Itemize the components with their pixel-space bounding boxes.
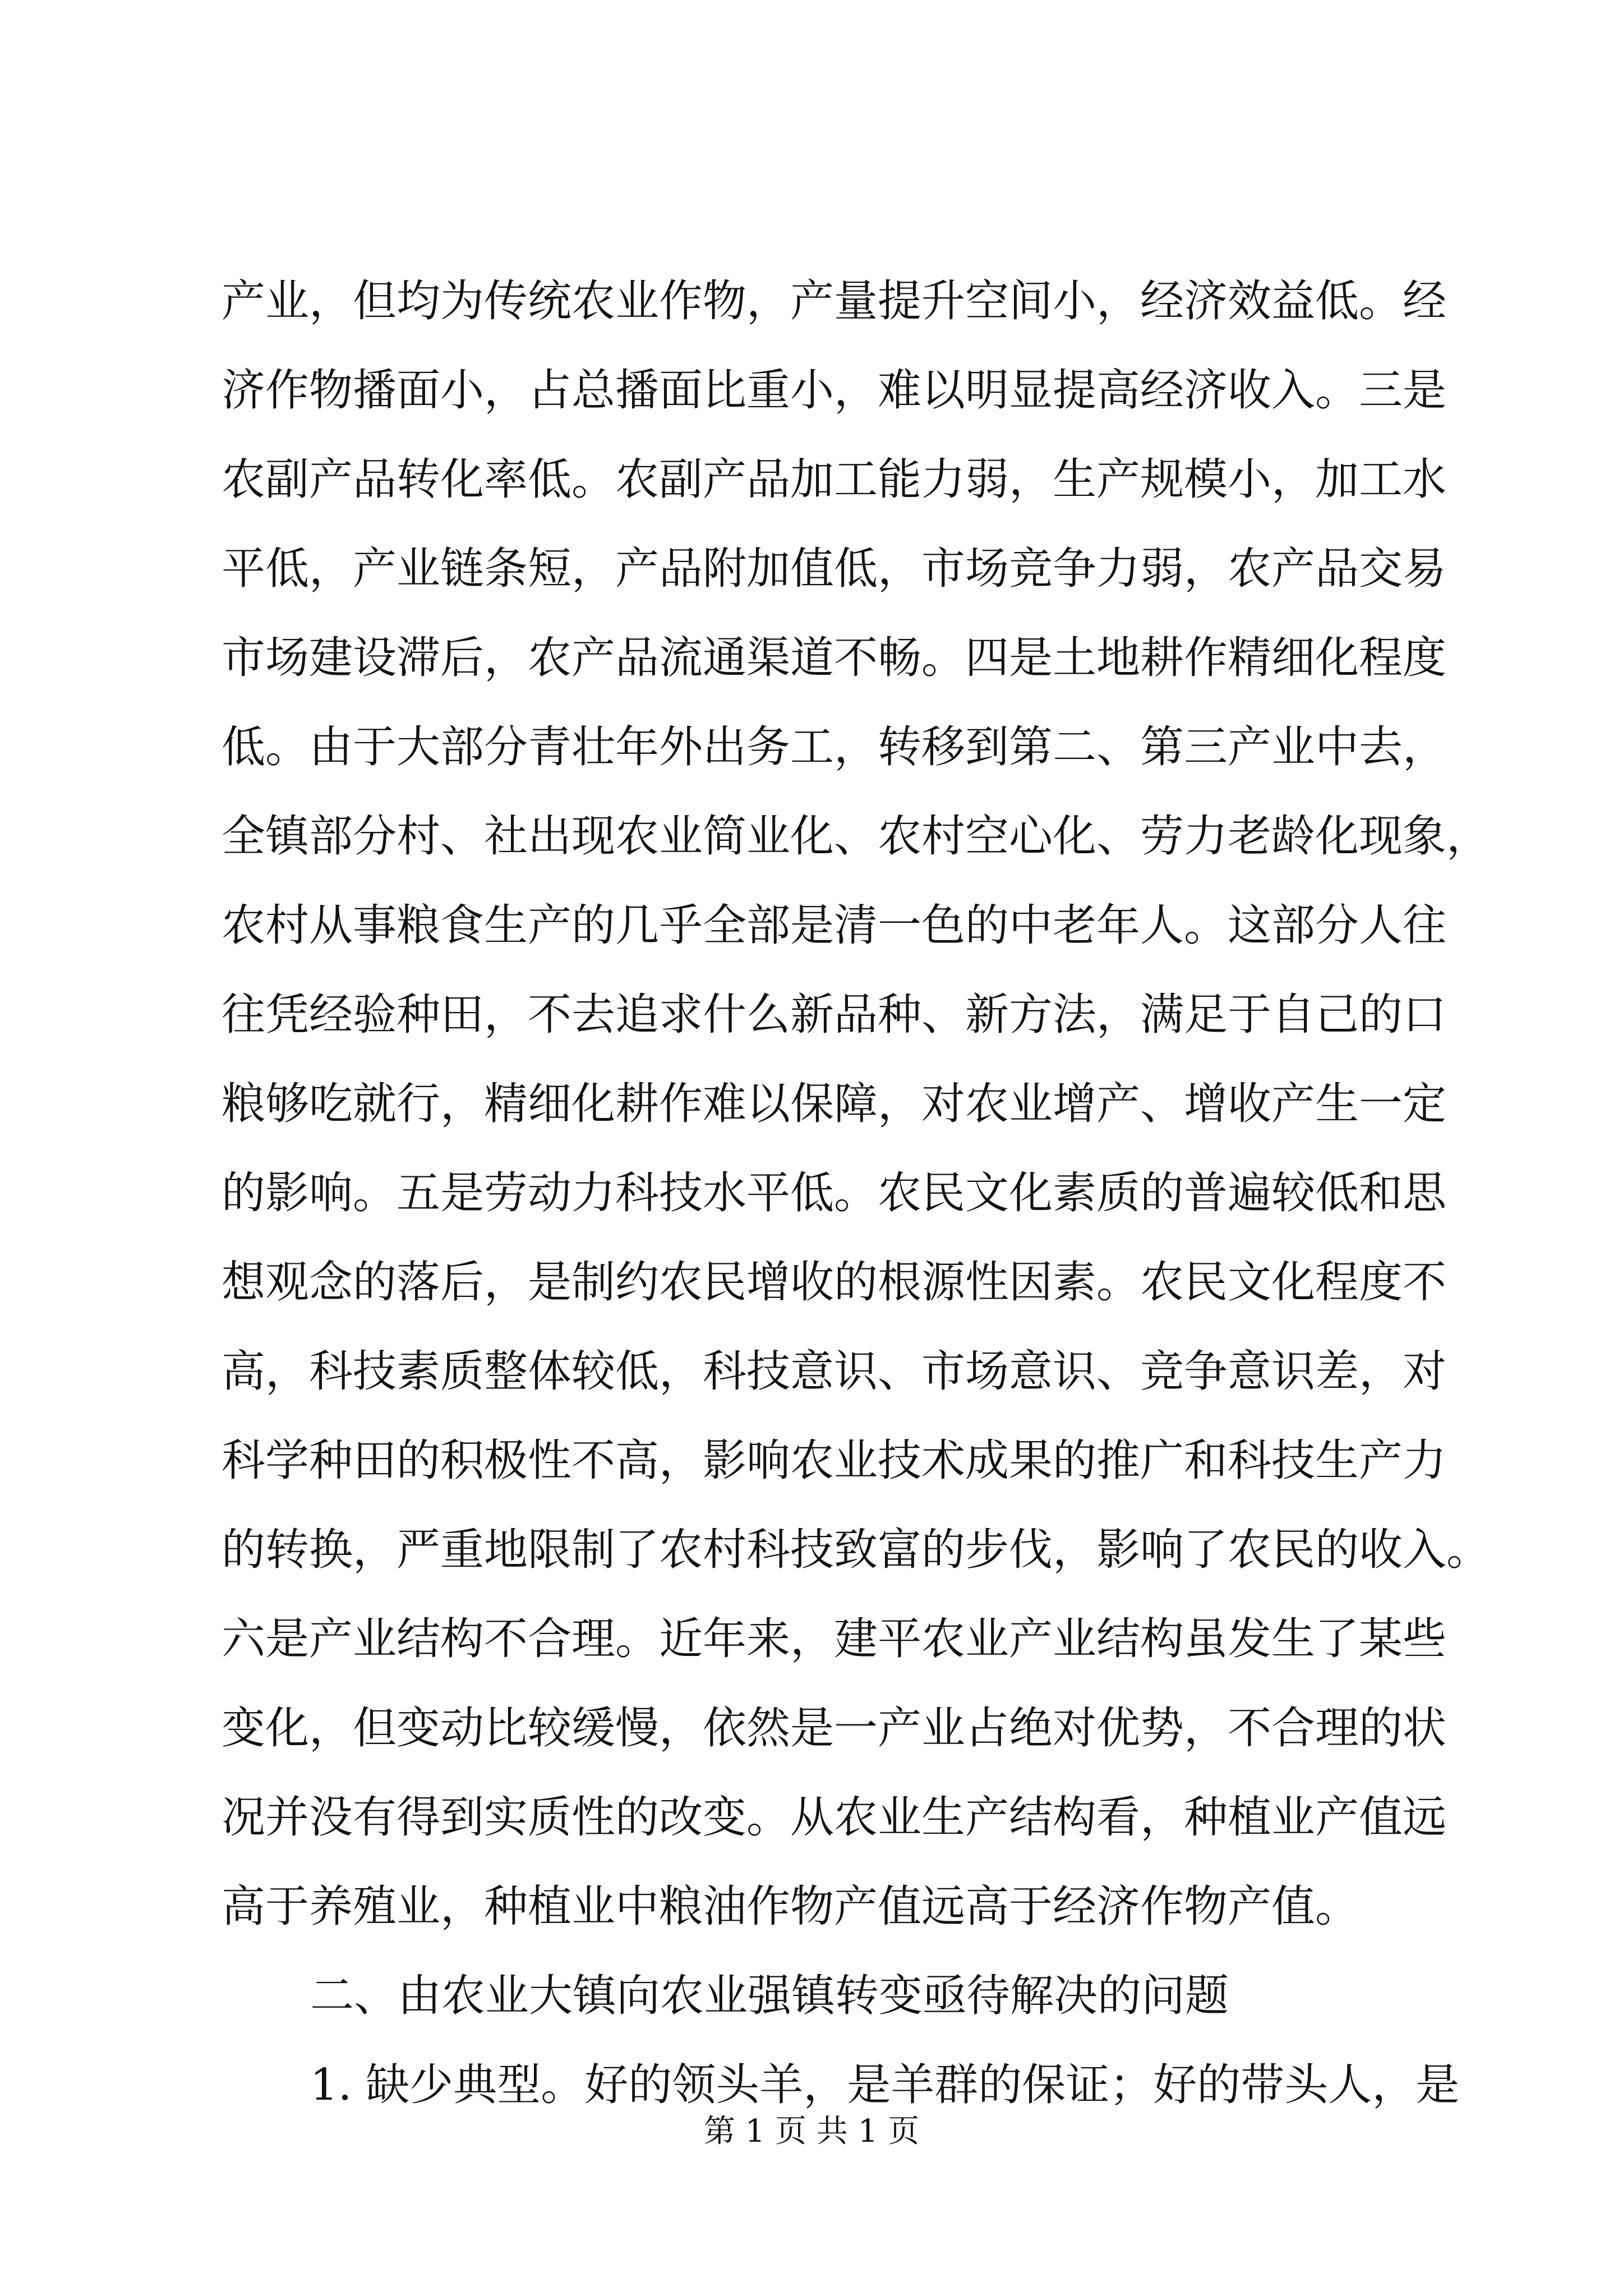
text-line: 往凭经验种田，不去追求什么新品种、新方法，满足于自己的口 — [222, 990, 1447, 1040]
text-line: 想观念的落后，是制约农民增收的根源性因素。农民文化程度不 — [222, 1257, 1447, 1308]
point-line: 1. 缺少典型。好的领头羊，是羊群的保证；好的带头人，是 — [310, 2060, 1460, 2110]
text-line: 高于养殖业，种植业中粮油作物产值远高于经济作物产值。 — [222, 1881, 1359, 1932]
text-line: 况并没有得到实质性的改变。从农业生产结构看，种植业产值远 — [222, 1792, 1447, 1843]
text-line: 粮够吃就行，精细化耕作难以保障，对农业增产、增收产生一定 — [222, 1079, 1447, 1129]
text-line: 科学种田的积极性不高，影响农业技术成果的推广和科技生产力 — [222, 1435, 1447, 1486]
text-line: 济作物播面小，占总播面比重小，难以明显提高经济收入。三是 — [222, 365, 1447, 416]
text-line: 市场建设滞后，农产品流通渠道不畅。四是土地耕作精细化程度 — [222, 633, 1447, 683]
text-line: 农副产品转化率低。农副产品加工能力弱，生产规模小，加工水 — [222, 454, 1447, 505]
text-line: 农村从事粮食生产的几乎全部是清一色的中老年人。这部分人往 — [222, 900, 1447, 951]
text-line: 全镇部分村、社出现农业简业化、农村空心化、劳力老龄化现象， — [222, 811, 1491, 862]
text-line: 变化，但变动比较缓慢，依然是一产业占绝对优势，不合理的状 — [222, 1703, 1447, 1754]
text-line: 产业，但均为传统农业作物，产量提升空间小，经济效益低。经 — [222, 276, 1447, 326]
text-line: 的转换，严重地限制了农村科技致富的步伐，影响了农民的收入。 — [222, 1525, 1491, 1575]
text-line: 的影响。五是劳动力科技水平低。农民文化素质的普遍较低和思 — [222, 1168, 1447, 1218]
text-line: 平低，产业链条短，产品附加值低，市场竞争力弱，农产品交易 — [222, 544, 1447, 594]
section-heading: 二、由农业大镇向农业强镇转变亟待解决的问题 — [310, 1971, 1229, 2021]
text-line: 六是产业结构不合理。近年来，建平农业产业结构虽发生了某些 — [222, 1614, 1447, 1664]
text-line: 低。由于大部分青壮年外出务工，转移到第二、第三产业中去， — [222, 722, 1447, 772]
body-text — [222, 257, 1491, 2130]
text-line: 高，科技素质整体较低，科技意识、市场意识、竞争意识差，对 — [222, 1346, 1447, 1397]
page-footer: 第 1 页 共 1 页 — [703, 2113, 920, 2150]
